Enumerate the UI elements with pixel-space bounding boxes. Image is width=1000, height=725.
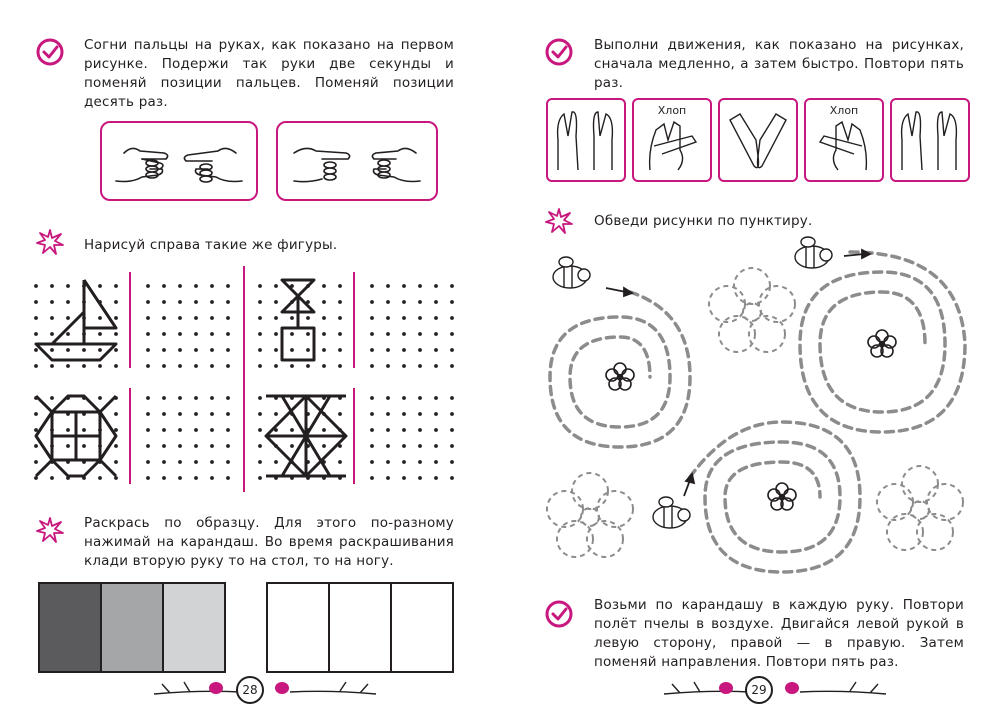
star-icon bbox=[36, 228, 64, 256]
swatch-empty-1[interactable] bbox=[266, 582, 330, 673]
star-icon bbox=[545, 207, 573, 235]
star-icon bbox=[36, 516, 64, 544]
task-text-bee-flight: Возьми по карандашу в каждую руку. Повтори полёт пчелы в воздухе. Двигайся левой рукой в левую сторону, правой — в правую. Затем поменяй направления. Повтори пять раз. bbox=[594, 597, 964, 670]
check-icon bbox=[545, 600, 573, 628]
hand-pose-1 bbox=[546, 98, 626, 182]
swatch-medium bbox=[100, 582, 164, 673]
clap-label: Хлоп bbox=[657, 104, 687, 117]
swatch-empty-2[interactable] bbox=[328, 582, 392, 673]
check-icon bbox=[36, 38, 64, 66]
task-text-trace: Обведи рисунки по пунктиру. bbox=[594, 213, 813, 229]
task-text-draw-figures: Нарисуй справа такие же фигуры. bbox=[84, 237, 338, 253]
branch-birds-decoration bbox=[660, 672, 890, 712]
task-text-fingers: Согни пальцы на руках, как показано на первом рисунке. Подержи так руки две секунды и поменяй позиции пальцев. Поменяй позиции десять раз. bbox=[84, 37, 454, 110]
hands-fingers-icon bbox=[278, 123, 436, 199]
hand-pose-3 bbox=[718, 98, 798, 182]
tracing-spirals bbox=[540, 232, 980, 582]
clap-label: Хлоп bbox=[829, 104, 859, 117]
crossed-fingers-icon bbox=[548, 100, 624, 180]
dot-grid-exercise bbox=[28, 262, 468, 492]
page-number-left: 28 bbox=[236, 676, 264, 704]
hand-pose-clap-2 bbox=[804, 98, 884, 182]
fingers-picture-1 bbox=[100, 121, 258, 201]
hand-pose-clap-1 bbox=[632, 98, 712, 182]
crossed-fingers-icon bbox=[892, 100, 968, 180]
branch-birds-decoration bbox=[150, 672, 380, 712]
hands-fingers-icon bbox=[102, 123, 256, 199]
swatch-dark bbox=[38, 582, 102, 673]
task-text-coloring: Раскрась по образцу. Для этого по-разному нажимай на карандаш. Во время раскрашивания клади вторую руку то на стол, то на ногу. bbox=[84, 515, 454, 569]
page-number-right: 29 bbox=[745, 676, 773, 704]
check-icon bbox=[545, 38, 573, 66]
hand-pose-5 bbox=[890, 98, 970, 182]
open-palms-icon bbox=[720, 100, 796, 180]
fingers-picture-2 bbox=[276, 121, 438, 201]
swatch-light bbox=[162, 582, 226, 673]
swatch-empty-3[interactable] bbox=[390, 582, 454, 673]
task-text-movements: Выполни движения, как показано на рисунках, сначала медленно, а затем быстро. Повтори пять раз. bbox=[594, 37, 964, 91]
